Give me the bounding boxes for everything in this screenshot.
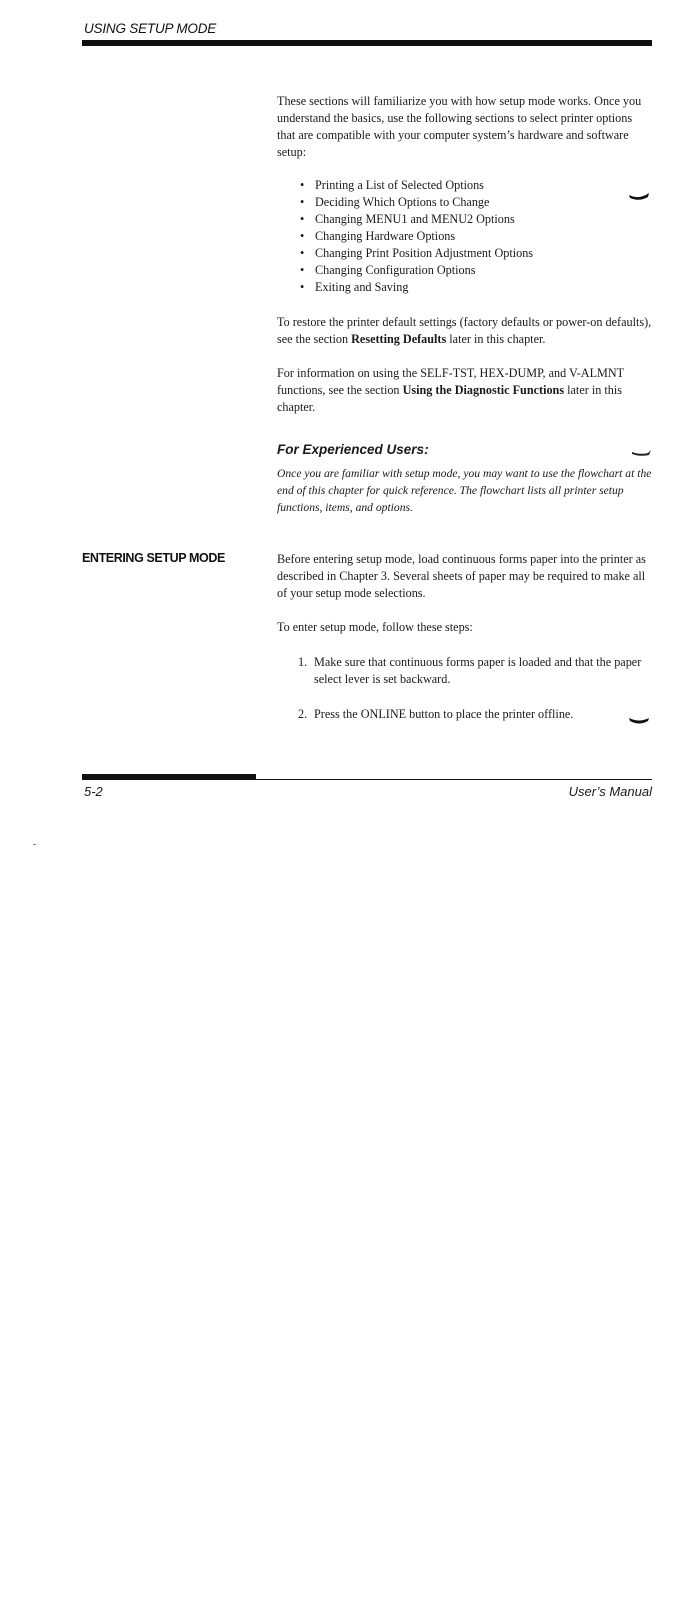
list-item: • Changing Hardware Options xyxy=(300,228,533,245)
step-list xyxy=(298,706,650,723)
list-item: • Printing a List of Selected Options xyxy=(300,177,533,194)
list-item: • Changing Configuration Options xyxy=(300,262,533,279)
restore-paragraph xyxy=(277,314,652,348)
diagnostic-text: For information on using the SELF-TST, HEX-DUMP, and V-ALMNT functions, see the section xyxy=(277,366,624,397)
header-rule xyxy=(82,40,652,46)
scan-speck xyxy=(33,844,36,845)
restore-text-end: later in this chapter. xyxy=(446,332,546,346)
step-text: Press the ONLINE button to place the printer offline. xyxy=(314,707,574,721)
section-heading: ENTERING SETUP MODE xyxy=(82,551,225,565)
experienced-users-title: For Experienced Users: xyxy=(277,442,429,457)
step-text: Make sure that continuous forms paper is loaded and that the paper select lever is set backward. xyxy=(314,655,642,686)
step-list xyxy=(298,654,650,688)
manual-title: User’s Manual xyxy=(568,784,652,799)
page-number: 5-2 xyxy=(84,784,103,799)
running-header: USING SETUP MODE xyxy=(84,21,217,36)
step-item xyxy=(298,654,650,688)
scan-mark xyxy=(630,448,652,458)
experienced-users-note xyxy=(277,465,652,516)
steps-intro-text: To enter setup mode, follow these steps: xyxy=(277,620,473,634)
restore-text: To restore the printer default settings (factory defaults or power-on defaults), see the section xyxy=(277,315,652,346)
intro-paragraph xyxy=(277,93,652,161)
footer-rule-thin xyxy=(256,779,652,780)
diagnostic-paragraph xyxy=(277,365,652,416)
footer-rule-thick xyxy=(82,774,256,780)
list-item: • Deciding Which Options to Change xyxy=(300,194,533,211)
list-item: • Exiting and Saving xyxy=(300,279,533,296)
steps-intro xyxy=(277,619,652,636)
step-item xyxy=(298,706,650,723)
step-number: 2. xyxy=(298,707,308,721)
diagnostic-link-text: Using the Diagnostic Functions xyxy=(402,383,565,397)
intro-text: These sections will familiarize you with how setup mode works. Once you understand the basics, use the following sections to select printer options that are compatible with your computer system’s hardware and software setup: xyxy=(277,94,642,159)
section-list xyxy=(300,177,533,296)
step-number: 1. xyxy=(298,655,308,669)
restore-link-text: Resetting Defaults xyxy=(351,332,447,346)
scan-mark xyxy=(628,716,650,726)
scan-mark xyxy=(628,192,650,202)
entering-paragraph xyxy=(277,551,652,602)
experienced-users-text: Once you are familiar with setup mode, you may want to use the flowchart at the end of this chapter for quick reference. The flowchart lists all printer setup functions, items, and options. xyxy=(277,467,652,514)
list-item: • Changing Print Position Adjustment Options xyxy=(300,245,533,262)
entering-text: Before entering setup mode, load continuous forms paper into the printer as described in Chapter 3. Several sheets of paper may be required to make all of your setup mode selections. xyxy=(277,552,646,600)
diagnostic-text-end: later in this chapter. xyxy=(277,383,622,414)
list-item: • Changing MENU1 and MENU2 Options xyxy=(300,211,533,228)
